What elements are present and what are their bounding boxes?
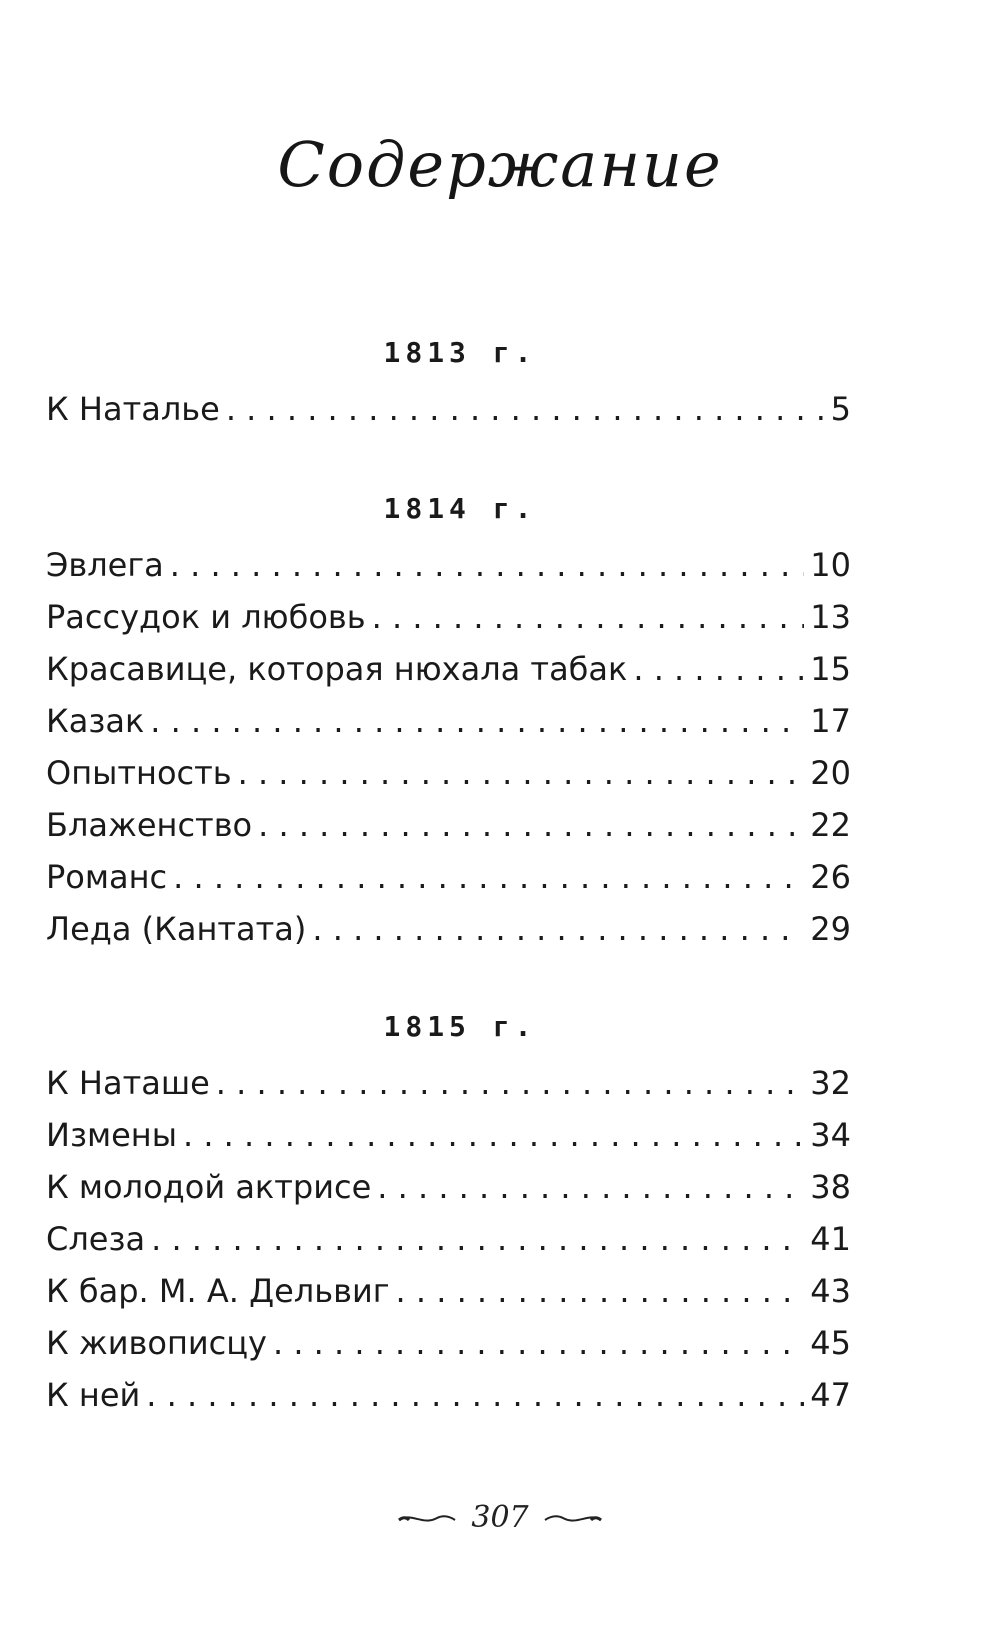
toc-entry	[46, 1116, 851, 1160]
dot-leader	[183, 1116, 804, 1154]
toc-entry-title: К живописцу	[46, 1324, 267, 1362]
toc-entry-page: 41	[810, 1220, 851, 1258]
toc-entry	[46, 650, 851, 694]
toc-entry-title: Опытность	[46, 754, 232, 792]
toc-entry-title: Измены	[46, 1116, 177, 1154]
toc-entry-title: Казак	[46, 702, 145, 740]
section-year-1813: 1813 г.	[383, 336, 537, 369]
toc-entry-title: К ней	[46, 1376, 141, 1414]
dot-leader	[238, 754, 805, 792]
toc-entry-title: Красавице, которая нюхала табак	[46, 650, 628, 688]
toc-entry	[46, 910, 851, 954]
toc-entry-page: 45	[810, 1324, 851, 1362]
toc-entry	[46, 1168, 851, 1212]
toc-entry-page: 10	[810, 546, 851, 584]
page-title: Содержание	[277, 128, 723, 201]
toc-entry-page: 20	[810, 754, 851, 792]
toc-entry-page: 17	[810, 702, 851, 740]
right-flourish-icon	[543, 1508, 603, 1528]
toc-entry	[46, 806, 851, 850]
toc-entry-title: Слеза	[46, 1220, 146, 1258]
dot-leader	[633, 650, 804, 688]
toc-entry	[46, 1324, 851, 1368]
toc-entry-title: Эвлега	[46, 546, 164, 584]
toc-entry	[46, 390, 851, 434]
toc-entry-page: 38	[810, 1168, 851, 1206]
toc-entry-page: 43	[810, 1272, 851, 1310]
dot-leader	[146, 1376, 804, 1414]
toc-entry-page: 5	[830, 390, 851, 428]
dot-leader	[216, 1064, 805, 1102]
dot-leader	[258, 806, 804, 844]
toc-entry-page: 29	[810, 910, 851, 948]
dot-leader	[173, 858, 804, 896]
toc-entry-title: К Наталье	[46, 390, 220, 428]
dot-leader	[377, 1168, 804, 1206]
toc-entry	[46, 1376, 851, 1420]
toc-entry-title: Леда (Кантата)	[46, 910, 307, 948]
toc-entry	[46, 1064, 851, 1108]
toc-entry-title: К бар. М. А. Дельвиг	[46, 1272, 390, 1310]
toc-entry-title: Блаженство	[46, 806, 253, 844]
toc-entry-title: К Наташе	[46, 1064, 210, 1102]
toc-entry-page: 15	[810, 650, 851, 688]
section-year-1815: 1815 г.	[383, 1010, 537, 1043]
toc-entry-page: 32	[810, 1064, 851, 1102]
dot-leader	[170, 546, 805, 584]
page-number: 307	[471, 1500, 529, 1535]
toc-entry-page: 26	[810, 858, 851, 896]
dot-leader	[273, 1324, 804, 1362]
toc-entry	[46, 858, 851, 902]
dot-leader	[226, 390, 825, 428]
toc-entry	[46, 754, 851, 798]
section-year-1814: 1814 г.	[383, 492, 537, 525]
toc-entry	[46, 1272, 851, 1316]
dot-leader	[312, 910, 804, 948]
toc-entry-title: К молодой актрисе	[46, 1168, 372, 1206]
toc-entry-page: 22	[810, 806, 851, 844]
toc-entry	[46, 1220, 851, 1264]
toc-entry-page: 47	[810, 1376, 851, 1414]
dot-leader	[372, 598, 805, 636]
dot-leader	[396, 1272, 805, 1310]
toc-entry	[46, 702, 851, 746]
toc-entry-title: Романс	[46, 858, 168, 896]
page-footer	[0, 1500, 1000, 1535]
dot-leader	[150, 702, 804, 740]
toc-entry-page: 34	[810, 1116, 851, 1154]
dot-leader	[151, 1220, 804, 1258]
left-flourish-icon	[397, 1508, 457, 1528]
toc-entry-title: Рассудок и любовь	[46, 598, 366, 636]
toc-entry	[46, 546, 851, 590]
toc-entry	[46, 598, 851, 642]
toc-entry-page: 13	[810, 598, 851, 636]
